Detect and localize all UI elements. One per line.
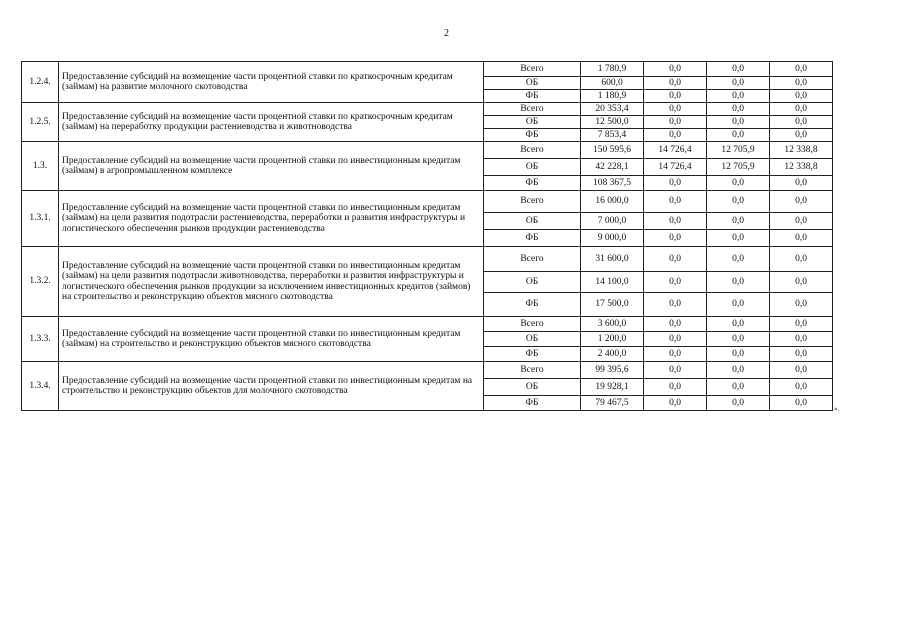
amount-cell: 0,0: [770, 332, 833, 347]
amount-cell: 12 705,9: [707, 142, 770, 159]
amount-cell: 12 500,0: [581, 116, 644, 129]
amount-cell: 0,0: [770, 396, 833, 411]
amount-cell: 0,0: [707, 176, 770, 191]
funding-source-label: ОБ: [484, 379, 581, 396]
amount-cell: 12 338,8: [770, 159, 833, 176]
amount-cell: 0,0: [707, 247, 770, 272]
amount-cell: 0,0: [707, 362, 770, 379]
amount-cell: 150 595,6: [581, 142, 644, 159]
funding-source-label: Всего: [484, 362, 581, 379]
amount-cell: 0,0: [770, 116, 833, 129]
amount-cell: 12 705,9: [707, 159, 770, 176]
item-number: 1.3.1.: [22, 191, 59, 247]
amount-cell: 0,0: [707, 62, 770, 77]
amount-cell: 0,0: [644, 103, 707, 116]
amount-cell: 0,0: [707, 272, 770, 293]
amount-cell: 0,0: [770, 317, 833, 332]
amount-cell: 0,0: [770, 293, 833, 317]
funding-source-label: ФБ: [484, 176, 581, 191]
amount-cell: 16 000,0: [581, 191, 644, 213]
item-number: 1.3.3.: [22, 317, 59, 362]
page-number: 2: [444, 28, 449, 39]
funding-source-label: ОБ: [484, 332, 581, 347]
subsidy-table-body: [22, 62, 833, 411]
amount-cell: 0,0: [707, 317, 770, 332]
funding-source-label: ФБ: [484, 293, 581, 317]
item-description: Предоставление субсидий на возмещение части процентной ставки по краткосрочным кредитам (займам) на переработку продукции растениеводства и животноводства: [59, 103, 484, 142]
amount-cell: 0,0: [707, 347, 770, 362]
table-row: [22, 247, 833, 272]
item-description: Предоставление субсидий на возмещение части процентной ставки по инвестиционным кредитам (займам) на строительство и реконструкцию объектов мясного скотоводства: [59, 317, 484, 362]
amount-cell: 0,0: [644, 90, 707, 103]
funding-source-label: ФБ: [484, 90, 581, 103]
amount-cell: 0,0: [770, 347, 833, 362]
amount-cell: 0,0: [770, 176, 833, 191]
funding-source-label: ОБ: [484, 272, 581, 293]
funding-source-label: Всего: [484, 62, 581, 77]
funding-source-label: Всего: [484, 191, 581, 213]
amount-cell: 0,0: [770, 191, 833, 213]
funding-source-label: ФБ: [484, 230, 581, 247]
amount-cell: 2 400,0: [581, 347, 644, 362]
amount-cell: 108 367,5: [581, 176, 644, 191]
amount-cell: 0,0: [770, 129, 833, 142]
amount-cell: 0,0: [770, 62, 833, 77]
subsidy-table: [21, 61, 833, 411]
amount-cell: 0,0: [644, 332, 707, 347]
table-row: [22, 62, 833, 77]
amount-cell: 0,0: [644, 396, 707, 411]
amount-cell: 0,0: [644, 247, 707, 272]
funding-source-label: ФБ: [484, 347, 581, 362]
amount-cell: 0,0: [707, 77, 770, 90]
amount-cell: 12 338,8: [770, 142, 833, 159]
amount-cell: 0,0: [644, 213, 707, 230]
amount-cell: 0,0: [707, 332, 770, 347]
table-row: [22, 317, 833, 332]
amount-cell: 0,0: [770, 362, 833, 379]
table-row: [22, 103, 833, 116]
amount-cell: 1 780,9: [581, 62, 644, 77]
amount-cell: 0,0: [644, 317, 707, 332]
amount-cell: 0,0: [770, 213, 833, 230]
closing-quote-mark: ».: [834, 405, 840, 413]
funding-source-label: ФБ: [484, 396, 581, 411]
amount-cell: 0,0: [644, 129, 707, 142]
amount-cell: 19 928,1: [581, 379, 644, 396]
amount-cell: 0,0: [707, 129, 770, 142]
item-number: 1.3.4.: [22, 362, 59, 411]
funding-source-label: ОБ: [484, 213, 581, 230]
amount-cell: 0,0: [770, 90, 833, 103]
amount-cell: 17 500,0: [581, 293, 644, 317]
funding-source-label: ФБ: [484, 129, 581, 142]
amount-cell: 0,0: [644, 116, 707, 129]
item-description: Предоставление субсидий на возмещение части процентной ставки по инвестиционным кредитам на строительство и реконструкцию объектов для молочного скотоводства: [59, 362, 484, 411]
amount-cell: 0,0: [707, 230, 770, 247]
amount-cell: 14 100,0: [581, 272, 644, 293]
amount-cell: 31 600,0: [581, 247, 644, 272]
amount-cell: 0,0: [644, 272, 707, 293]
amount-cell: 0,0: [644, 176, 707, 191]
item-description: Предоставление субсидий на возмещение части процентной ставки по инвестиционным кредитам (займам) в агропромышленном комплексе: [59, 142, 484, 191]
item-description: Предоставление субсидий на возмещение части процентной ставки по инвестиционным кредитам (займам) на цели развития подотрасли животноводства, переработки и развития инфраструктуры и логистического обеспечения рынков продукции за исключением инвестиционных кредитов (займов) на строительство и реконструкцию объектов мясного скотоводства: [59, 247, 484, 317]
amount-cell: 0,0: [644, 230, 707, 247]
funding-source-label: Всего: [484, 142, 581, 159]
funding-source-label: Всего: [484, 317, 581, 332]
amount-cell: 20 353,4: [581, 103, 644, 116]
amount-cell: 42 228,1: [581, 159, 644, 176]
amount-cell: 0,0: [770, 103, 833, 116]
funding-source-label: Всего: [484, 247, 581, 272]
item-number: 1.2.5.: [22, 103, 59, 142]
amount-cell: 3 600,0: [581, 317, 644, 332]
amount-cell: 0,0: [770, 77, 833, 90]
amount-cell: 0,0: [770, 247, 833, 272]
amount-cell: 7 853,4: [581, 129, 644, 142]
amount-cell: 600,0: [581, 77, 644, 90]
item-number: 1.3.2.: [22, 247, 59, 317]
amount-cell: 99 395,6: [581, 362, 644, 379]
item-number: 1.2.4.: [22, 62, 59, 103]
amount-cell: 0,0: [644, 77, 707, 90]
amount-cell: 0,0: [644, 191, 707, 213]
amount-cell: 0,0: [644, 293, 707, 317]
amount-cell: 9 000,0: [581, 230, 644, 247]
amount-cell: 0,0: [707, 396, 770, 411]
item-description: Предоставление субсидий на возмещение части процентной ставки по инвестиционным кредитам (займам) на цели развития подотрасли растениеводства, переработки и развития инфраструктуры и логистического обеспечения рынков продукции растениеводства: [59, 191, 484, 247]
item-description: Предоставление субсидий на возмещение части процентной ставки по краткосрочным кредитам (займам) на развитие молочного скотоводства: [59, 62, 484, 103]
amount-cell: 14 726,4: [644, 159, 707, 176]
amount-cell: 0,0: [770, 379, 833, 396]
funding-source-label: ОБ: [484, 116, 581, 129]
amount-cell: 7 000,0: [581, 213, 644, 230]
table-row: [22, 362, 833, 379]
amount-cell: 0,0: [644, 379, 707, 396]
amount-cell: 0,0: [644, 362, 707, 379]
item-number: 1.3.: [22, 142, 59, 191]
amount-cell: 0,0: [707, 213, 770, 230]
amount-cell: 1 180,9: [581, 90, 644, 103]
amount-cell: 0,0: [707, 293, 770, 317]
amount-cell: 0,0: [644, 347, 707, 362]
amount-cell: 0,0: [770, 230, 833, 247]
amount-cell: 0,0: [707, 379, 770, 396]
amount-cell: 0,0: [770, 272, 833, 293]
amount-cell: 14 726,4: [644, 142, 707, 159]
amount-cell: 79 467,5: [581, 396, 644, 411]
amount-cell: 0,0: [707, 116, 770, 129]
amount-cell: 0,0: [707, 103, 770, 116]
funding-source-label: Всего: [484, 103, 581, 116]
amount-cell: 0,0: [644, 62, 707, 77]
table-row: [22, 191, 833, 213]
funding-source-label: ОБ: [484, 159, 581, 176]
amount-cell: 0,0: [707, 191, 770, 213]
amount-cell: 0,0: [707, 90, 770, 103]
amount-cell: 1 200,0: [581, 332, 644, 347]
table-row: [22, 142, 833, 159]
funding-source-label: ОБ: [484, 77, 581, 90]
